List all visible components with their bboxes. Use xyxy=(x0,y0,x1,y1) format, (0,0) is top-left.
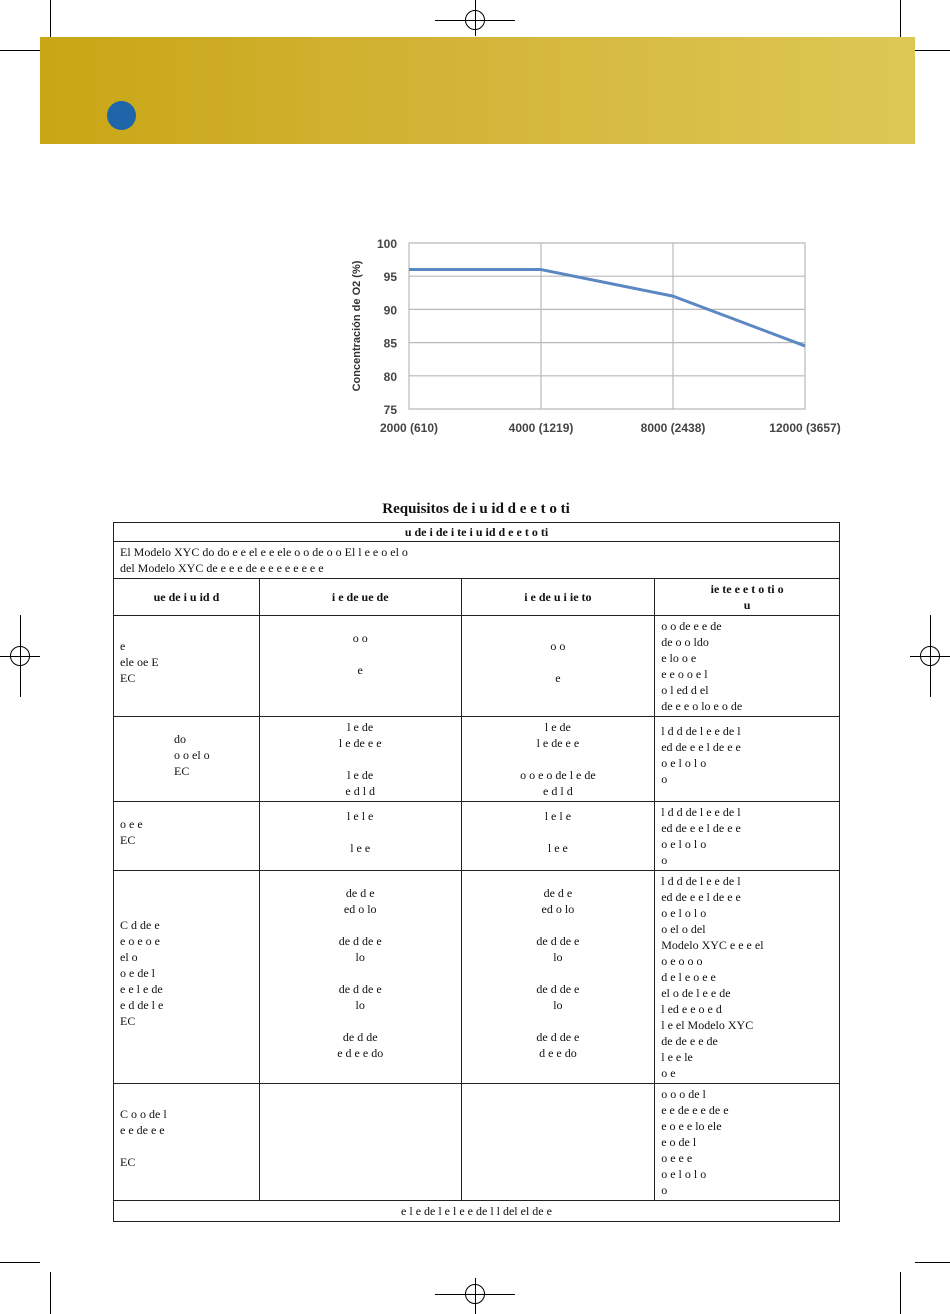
table-title: Requisitos de i u id d e e t o ti xyxy=(382,501,570,517)
y-tick-label: 75 xyxy=(383,403,397,417)
table-header-row xyxy=(114,523,840,542)
table-cell: de d e ed o lo de d de e lo de d de e lo de d de e d e e do xyxy=(259,871,461,1084)
table-column-header-row xyxy=(114,579,840,616)
table-cell xyxy=(259,1084,461,1201)
y-tick-label: 85 xyxy=(383,336,397,351)
crop-mark-top-left-h xyxy=(0,50,40,51)
table-row xyxy=(114,802,840,871)
table-intro-cell xyxy=(114,542,840,579)
x-tick-label: 2000 (610) xyxy=(379,421,439,435)
requirements-table xyxy=(113,522,840,1222)
oxygen-concentration-chart xyxy=(340,228,860,458)
x-tick-label: 12000 (3657) xyxy=(769,421,841,435)
table-row xyxy=(114,616,840,717)
table-cell: o o e xyxy=(461,616,655,717)
crop-mark-bottom-left-v xyxy=(50,1272,51,1314)
y-tick-label: 80 xyxy=(383,369,397,384)
table-cell: o o o de l e e de e e de e e o e e lo ele e o de l o e e e o e l o l o o xyxy=(655,1084,840,1201)
table-cell: de d e ed o lo de d de e lo de d de e lo de d de e d e e do xyxy=(461,871,655,1084)
column-header-2: i e de ue de xyxy=(259,579,461,616)
table-cell: l e l e l e e xyxy=(259,802,461,871)
table-cell: l d d de l e e de l ed de e e l de e e o e l o l o o el o del Modelo XYC e e e el o e o o o d e l e o e e el o de l e e de l ed e e o e d l e el Modelo XYC de de e e de l e e le o e xyxy=(655,871,840,1084)
bullet-dot-icon xyxy=(107,101,136,130)
table-header-cell: u de i de i te i u id d e e t o ti xyxy=(114,523,840,542)
table-cell: e ele oe E EC xyxy=(114,616,260,717)
crop-mark-bottom-right-h xyxy=(915,1262,950,1263)
table-footer-row xyxy=(114,1201,840,1222)
table-intro-row xyxy=(114,542,840,579)
header-banner xyxy=(40,37,915,144)
table-cell: do o o el o EC xyxy=(114,717,260,802)
table-cell: l e l e l e e xyxy=(461,802,655,871)
table-cell: o e e EC xyxy=(114,802,260,871)
column-header-3: i e de u i ie to xyxy=(461,579,655,616)
intro-line-1: El Modelo XYC do do e e el e e ele o o de o o El l e e o el o xyxy=(120,545,408,559)
table-footer-cell: e l e de l e l e e de l l del el de e xyxy=(114,1201,840,1222)
series-line xyxy=(409,270,805,346)
table-cell xyxy=(461,1084,655,1201)
table-cell: o o de e e de de o o ldo e lo o e e e o o e l o l ed d el de e e o lo e o de xyxy=(655,616,840,717)
plot-area xyxy=(409,243,805,409)
table-cell: l d d de l e e de l ed de e e l de e e o e l o l o o xyxy=(655,717,840,802)
y-tick-label: 100 xyxy=(376,237,397,251)
crop-mark-bottom-left-h xyxy=(0,1262,40,1263)
crop-mark-top-right-h xyxy=(915,50,950,51)
y-tick-label: 95 xyxy=(383,270,397,285)
column-header-4: ie te e e t o ti o u xyxy=(655,579,840,616)
registration-mark-left-icon xyxy=(10,646,30,666)
y-axis-label: Concentración de O2 (%) xyxy=(351,260,363,392)
registration-mark-bottom-icon xyxy=(465,1284,485,1304)
x-tick-label: 4000 (1219) xyxy=(508,421,574,435)
table-cell: l e de l e de e e o o e o de l e de e d l d xyxy=(461,717,655,802)
y-tick-label: 90 xyxy=(383,303,397,318)
table-cell: C o o de l e e de e e EC xyxy=(114,1084,260,1201)
column-header-1: ue de i u id d xyxy=(114,579,260,616)
table-row xyxy=(114,717,840,802)
table-cell: o o e xyxy=(259,616,461,717)
crop-mark-bottom-right-v xyxy=(900,1272,901,1314)
registration-mark-right-icon xyxy=(920,646,940,666)
chart-svg xyxy=(340,228,860,458)
table-row xyxy=(114,871,840,1084)
table-cell: l d d de l e e de l ed de e e l de e e o e l o l o o xyxy=(655,802,840,871)
table-row xyxy=(114,1084,840,1201)
table-cell: l e de l e de e e l e de e d l d xyxy=(259,717,461,802)
intro-line-2: del Modelo XYC de e e e de e e e e e e e e xyxy=(120,561,324,575)
x-tick-label: 8000 (2438) xyxy=(640,421,706,435)
registration-mark-top-icon xyxy=(465,10,485,30)
table-cell: C d de e e o e o e el o o e de l e e l e de e d de l e EC xyxy=(114,871,260,1084)
